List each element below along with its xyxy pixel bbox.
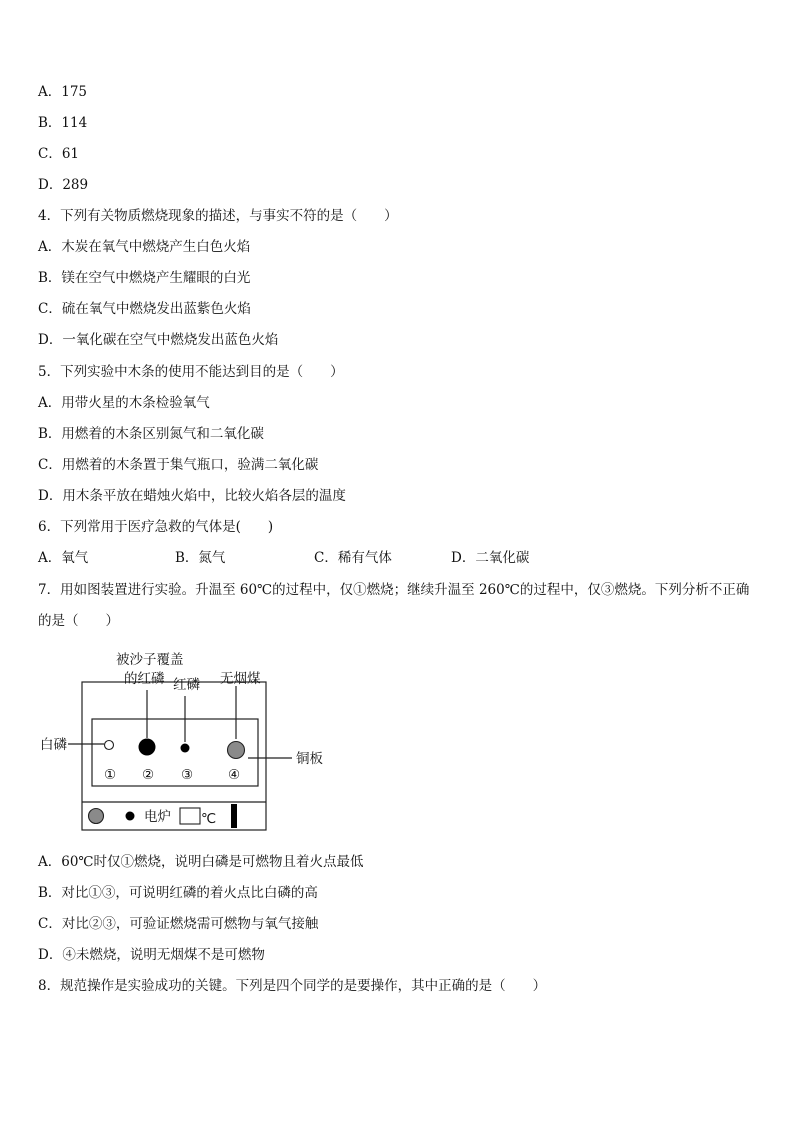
label-num-2: ② [142, 767, 155, 783]
q4-option-c: C．硫在氧气中燃烧发出蓝紫色火焰 [38, 301, 251, 317]
temperature-display-box [180, 808, 200, 824]
label-covered-bottom: 的红磷 [124, 671, 165, 687]
q5-stem: 5．下列实验中木条的使用不能达到目的是（ ） [38, 364, 344, 380]
label-num-3: ③ [181, 767, 194, 783]
q3-option-c: C．61 [38, 146, 80, 162]
q3-option-d: D．289 [38, 177, 89, 193]
smokeless-coal-sample [228, 742, 245, 759]
white-phosphorus-sample [105, 741, 114, 750]
q6-option-c: C．稀有气体 [314, 550, 392, 566]
q4-stem: 4．下列有关物质燃烧现象的描述，与事实不符的是（ ） [38, 208, 398, 224]
label-covered-top: 被沙子覆盖 [116, 652, 184, 668]
label-num-4: ④ [228, 767, 241, 783]
q6-option-b: B．氮气 [175, 550, 226, 566]
label-num-1: ① [104, 767, 117, 783]
covered-red-phosphorus-sample [139, 739, 156, 756]
q6-option-d: D．二氧化碳 [451, 550, 530, 566]
q7-option-c: C．对比②③，可验证燃烧需可燃物与氧气接触 [38, 916, 319, 932]
q7-option-a: A．60℃时仅①燃烧，说明白磷是可燃物且着火点最低 [38, 854, 364, 870]
label-red-p: 红磷 [173, 677, 200, 693]
q7-option-d: D．④未燃烧，说明无烟煤不是可燃物 [38, 947, 265, 963]
label-white-p: 白磷 [40, 737, 67, 753]
q7-apparatus-figure [36, 650, 336, 835]
q8-stem: 8．规范操作是实验成功的关键。下列是四个同学的是要操作，其中正确的是（ ） [38, 978, 547, 994]
q4-option-b: B．镁在空气中燃烧产生耀眼的白光 [38, 270, 251, 286]
q7-option-b: B．对比①③，可说明红磷的着火点比白磷的高 [38, 885, 318, 901]
q5-option-c: C．用燃着的木条置于集气瓶口，验满二氧化碳 [38, 457, 319, 473]
red-phosphorus-sample [181, 744, 190, 753]
q5-option-a: A．用带火星的木条检验氧气 [38, 395, 210, 411]
label-celsius: ℃ [201, 811, 217, 827]
q7-stem-line1: 7．用如图装置进行实验。升温至 60℃的过程中，仅①燃烧；继续升温至 260℃的过程中，仅③燃烧。下列分析不正确 [38, 582, 750, 598]
q6-stem: 6．下列常用于医疗急救的气体是( ) [38, 519, 274, 535]
furnace-knob-icon [89, 809, 104, 824]
q5-option-b: B．用燃着的木条区别氮气和二氧化碳 [38, 426, 264, 442]
q7-stem-line2: 的是（ ） [38, 613, 119, 629]
q6-option-a: A．氧气 [38, 550, 89, 566]
label-copper-plate: 铜板 [296, 751, 323, 767]
furnace-indicator-icon [126, 812, 135, 821]
q4-option-a: A．木炭在氧气中燃烧产生白色火焰 [38, 239, 251, 255]
furnace-switch-icon [231, 804, 237, 828]
label-smokeless-coal: 无烟煤 [220, 671, 261, 687]
label-furnace: 电炉 [144, 809, 171, 825]
q4-option-d: D．一氧化碳在空气中燃烧发出蓝色火焰 [38, 332, 279, 348]
q3-option-b: B．114 [38, 115, 88, 131]
q5-option-d: D．用木条平放在蜡烛火焰中，比较火焰各层的温度 [38, 488, 346, 504]
q3-option-a: A．175 [38, 84, 88, 100]
